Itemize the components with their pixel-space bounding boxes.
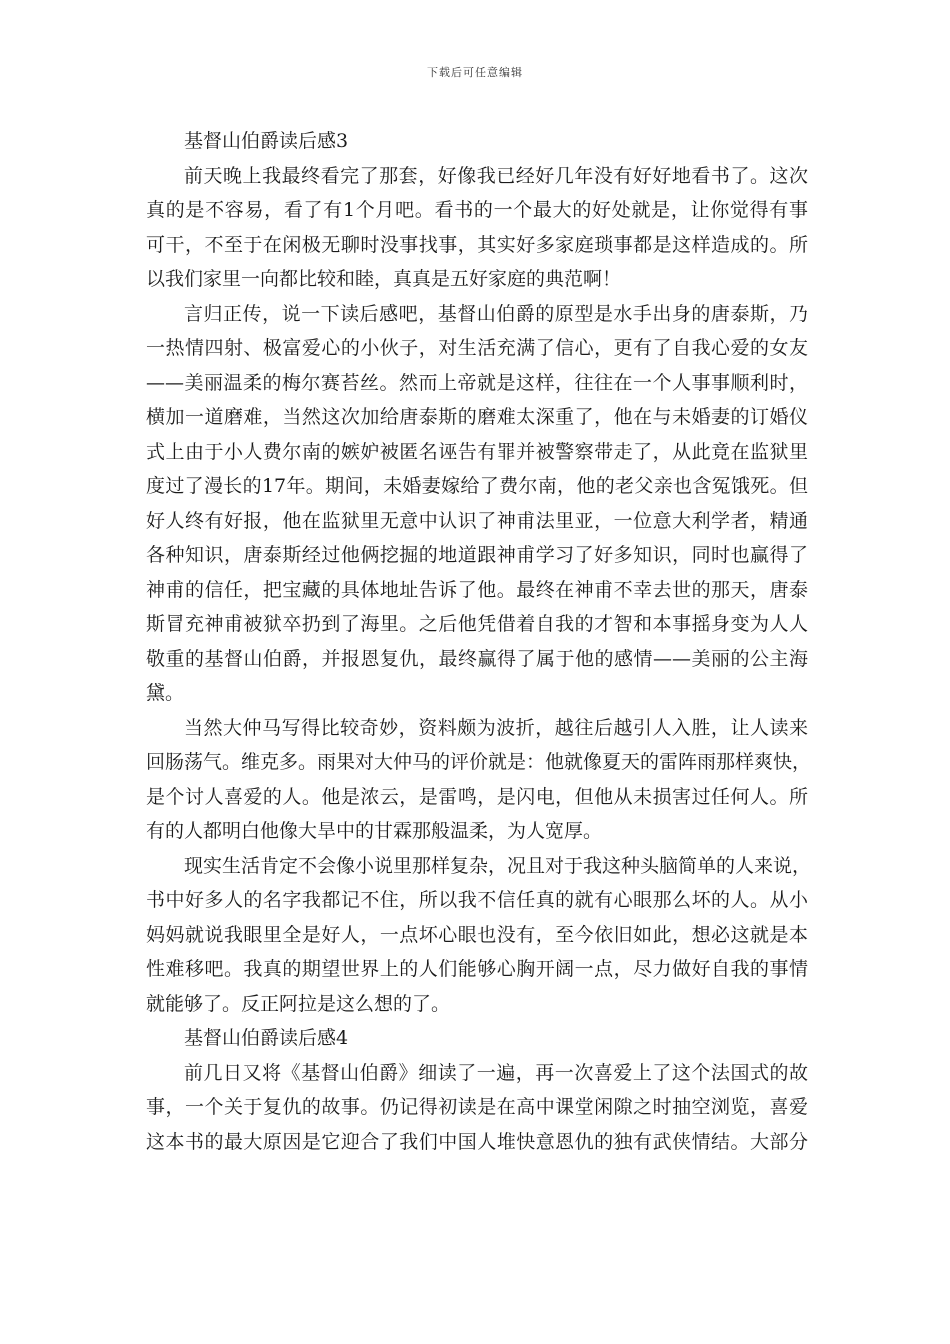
text-line: 性难移吧。我真的期望世界上的人们能够心胸开阔一点，尽力做好自我的事情 (146, 958, 808, 980)
text-line: 书中好多人的名字我都记不住，所以我不信任真的就有心眼那么坏的人。从小 (146, 889, 808, 911)
text-line: 好人终有好报，他在监狱里无意中认识了神甫法里亚，一位意大利学者，精通 (146, 509, 808, 532)
paragraph (146, 1056, 808, 1160)
text-line: 事，一个关于复仇的故事。仍记得初读是在高中课堂闲隙之时抽空浏览，喜爱 (146, 1096, 808, 1118)
text-line: 敬重的基督山伯爵，并报恩复仇，最终赢得了属于他的感情——美丽的公主海 (146, 647, 808, 670)
paragraph (146, 159, 808, 297)
text-line: 是个讨人喜爱的人。他是浓云，是雷鸣，是闪电，但他从未损害过任何人。所 (146, 785, 808, 808)
page-header: 下载后可任意编辑 (427, 66, 523, 79)
text-line: 神甫的信任，把宝藏的具体地址告诉了他。最终在神甫不幸去世的那天，唐泰 (146, 578, 808, 601)
text-line: 当然大仲马写得比较奇妙，资料颇为波折，越往后越引人入胜，让人读来 (184, 716, 808, 739)
section-heading: 基督山伯爵读后感4 (184, 1027, 349, 1049)
text-line: 各种知识，唐泰斯经过他俩挖掘的地道跟神甫学习了好多知识，同时也赢得了 (146, 544, 808, 566)
text-line: 真的是不容易，看了有1个月吧。看书的一个最大的好处就是，让你觉得有事 (146, 199, 808, 221)
text-line: 以我们家里一向都比较和睦，真真是五好家庭的典范啊！ (146, 268, 622, 290)
text-line: 度过了漫长的17年。期间，未婚妻嫁给了费尔南，他的老父亲也含冤饿死。但 (146, 475, 808, 497)
text-line: 式上由于小人费尔南的嫉妒被匿名诬告有罪并被警察带走了，从此竟在监狱里 (146, 440, 808, 463)
document-body (146, 124, 812, 1159)
text-line: 可干，不至于在闲极无聊时没事找事，其实好多家庭琐事都是这样造成的。所 (146, 233, 808, 256)
text-line: 前天晚上我最终看完了那套，好像我已经好几年没有好好地看书了。这次 (184, 164, 808, 187)
text-line: 现实生活肯定不会像小说里那样复杂，况且对于我这种头脑简单的人来说， (184, 854, 812, 877)
text-line: 横加一道磨难，当然这次加给唐泰斯的磨难太深重了，他在与未婚妻的订婚仪 (146, 406, 808, 428)
text-line: 前几日又将《基督山伯爵》细读了一遍，再一次喜爱上了这个法国式的故 (184, 1061, 808, 1084)
paragraph (146, 297, 808, 711)
text-line: 斯冒充神甫被狱卒扔到了海里。之后他凭借着自我的才智和本事摇身变为人人 (146, 613, 808, 635)
text-line: 黛。 (146, 682, 185, 704)
text-line: 就能够了。反正阿拉是这么想的了。 (146, 992, 451, 1015)
text-line: 这本书的最大原因是它迎合了我们中国人堆快意恩仇的独有武侠情结。大部分 (146, 1130, 808, 1153)
section-heading: 基督山伯爵读后感3 (184, 130, 349, 152)
text-line: 回肠荡气。维克多。雨果对大仲马的评价就是：他就像夏天的雷阵雨那样爽快， (146, 751, 812, 773)
text-line: 有的人都明白他像大旱中的甘霖那般温柔，为人宽厚。 (146, 820, 603, 842)
text-line: 一热情四射、极富爱心的小伙子，对生活充满了信心，更有了自我心爱的女友 (146, 337, 808, 359)
text-line: 妈妈就说我眼里全是好人，一点坏心眼也没有，至今依旧如此，想必这就是本 (146, 923, 808, 946)
paragraph (146, 849, 812, 1022)
paragraph (146, 711, 812, 849)
text-line: ——美丽温柔的梅尔赛苔丝。然而上帝就是这样，往往在一个人事事顺利时， (146, 371, 808, 394)
text-line: 言归正传，说一下读后感吧，基督山伯爵的原型是水手出身的唐泰斯，乃 (184, 302, 808, 325)
